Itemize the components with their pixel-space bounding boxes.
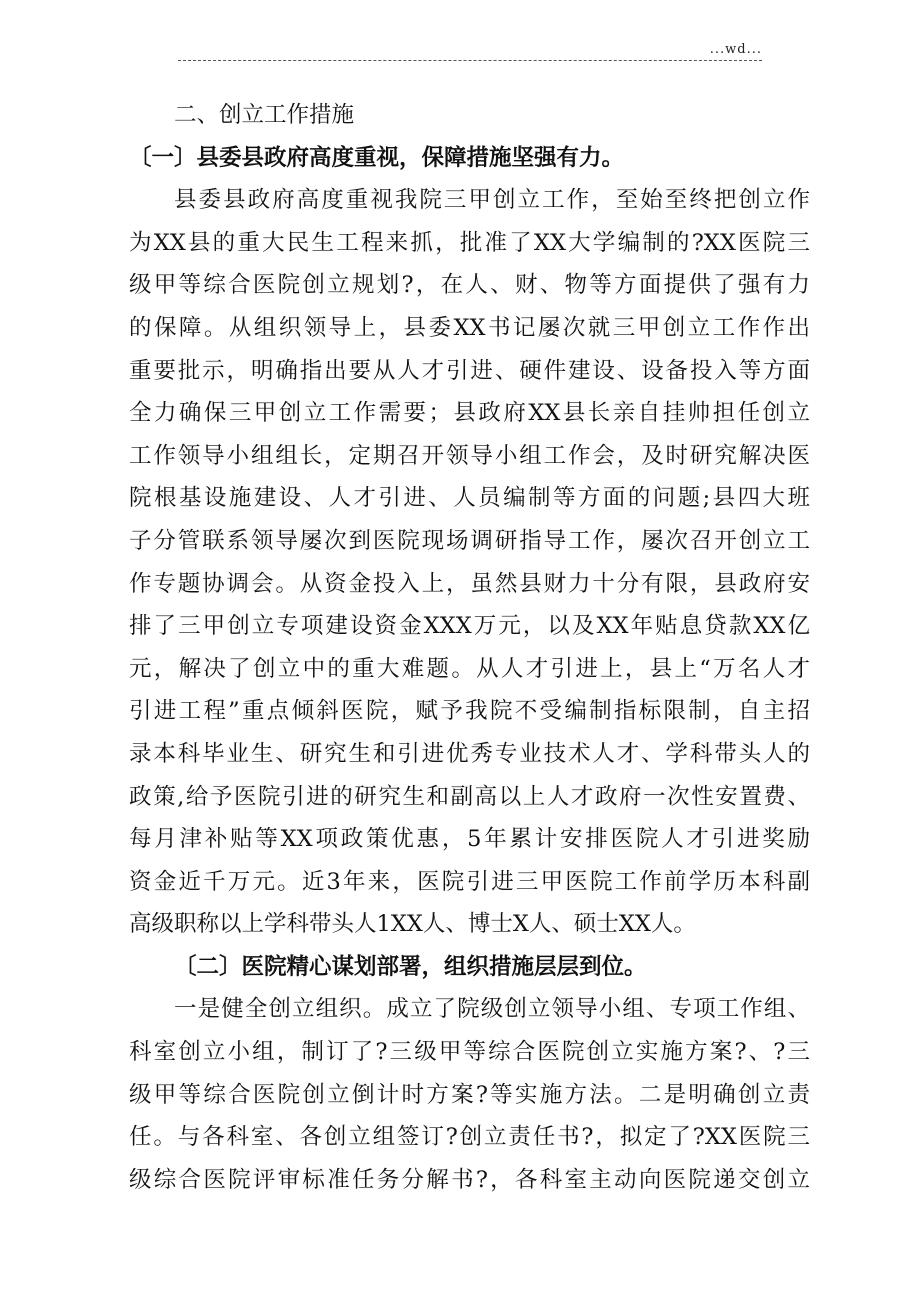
section-heading: 二、创立工作措施 <box>174 102 355 128</box>
paragraph-line: 政策,给予医院引进的研究生和副高以上人才政府一次性安置费、 <box>129 783 810 810</box>
page-header <box>178 38 762 64</box>
paragraph-line: 级综合医院评审标准任务分解书?，各科室主动向医院递交创立 <box>129 1166 810 1193</box>
paragraph-line: 院根基设施建设、人才引进、人员编制等方面的问题;县四大班 <box>129 485 810 512</box>
paragraph-line: 引进工程”重点倾斜医院，赋予我院不受编制指标限制，自主招 <box>129 698 810 725</box>
paragraph-line: 的保障。从组织领导上，县委XX书记屡次就三甲创立工作作出 <box>129 314 810 341</box>
paragraph-line: 工作领导小组组长，定期召开领导小组工作会，及时研究解决医 <box>129 442 810 469</box>
paragraph-line: 每月津补贴等XX项政策优惠，5年累计安排医院人才引进奖励 <box>129 826 810 853</box>
paragraph-line: 子分管联系领导屡次到医院现场调研指导工作，屡次召开创立工 <box>129 527 810 554</box>
document-body <box>129 94 810 1201</box>
paragraph-line: 任。与各科室、各创立组签订?创立责任书?，拟定了?XX医院三 <box>129 1124 810 1151</box>
paragraph-line: 重要批示，明确指出要从人才引进、硬件建设、设备投入等方面 <box>129 357 810 384</box>
paragraph-line: 一是健全创立组织。成立了院级创立领导小组、专项工作组、 <box>174 996 810 1023</box>
paragraph-line: 科室创立小组，制订了?三级甲等综合医院创立实施方案?、?三 <box>129 1039 810 1066</box>
subsection-heading-1: 〔一〕县委县政府高度重视，保障措施坚强有力。 <box>129 144 625 171</box>
paragraph-line: 高级职称以上学科带头人1XX人、博士X人、硕士XX人。 <box>129 911 696 938</box>
paragraph-line: 录本科毕业生、研究生和引进优秀专业技术人才、学科带头人的 <box>129 740 810 767</box>
paragraph-line: 排了三甲创立专项建设资金XXX万元，以及XX年贴息贷款XX亿 <box>129 613 810 640</box>
paragraph-line: 级甲等综合医院创立规划?，在人、财、物等方面提供了强有力 <box>129 272 810 299</box>
paragraph-line: 元，解决了创立中的重大难题。从人才引进上，县上“万名人才 <box>129 655 810 682</box>
subsection-heading-2: 〔二〕医院精心谋划部署，组织措施层层到位。 <box>174 953 647 980</box>
header-dashed-rule <box>178 60 762 61</box>
paragraph-line: 级甲等综合医院创立倒计时方案?等实施方法。二是明确创立责 <box>129 1081 810 1108</box>
paragraph-line: 全力确保三甲创立工作需要；县政府XX县长亲自挂帅担任创立 <box>129 400 810 427</box>
header-mark: ...wd... <box>709 42 762 57</box>
paragraph-line: 县委县政府高度重视我院三甲创立工作，至始至终把创立作 <box>174 187 810 214</box>
paragraph-line: 作专题协调会。从资金投入上，虽然县财力十分有限，县政府安 <box>129 570 810 597</box>
paragraph-line: 为XX县的重大民生工程来抓，批准了XX大学编制的?XX医院三 <box>129 229 810 256</box>
paragraph-line: 资金近千万元。近3年来，医院引进三甲医院工作前学历本科副 <box>129 868 810 895</box>
